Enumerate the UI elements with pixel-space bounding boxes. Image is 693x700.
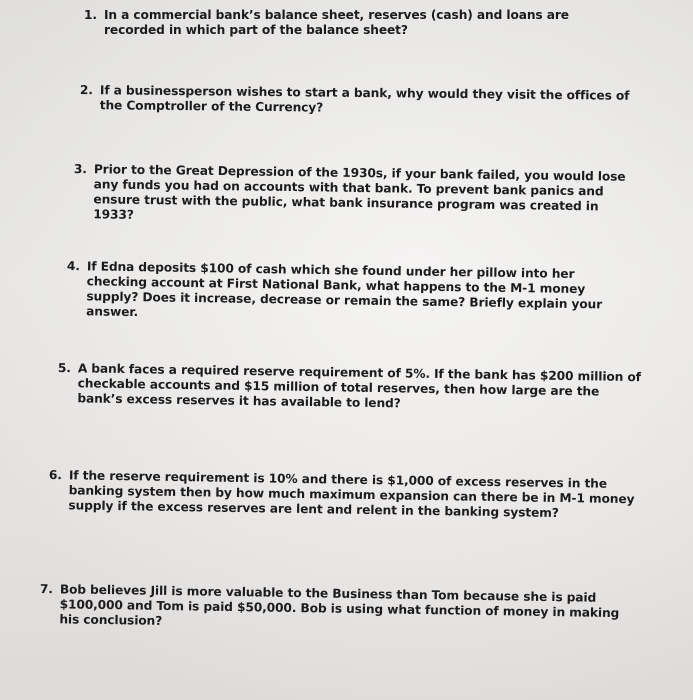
question-number: 2. <box>79 83 93 98</box>
question-4 <box>66 259 632 328</box>
question-number: 6. <box>48 468 62 483</box>
question-number: 5. <box>57 361 71 376</box>
question-2 <box>80 83 642 119</box>
question-text: A bank faces a required reserve requirement of 5%. If the bank has $200 million of checkable accounts and $15 million of total reserves, then how large are the bank’s excess reserves it has available to lend? <box>77 361 642 411</box>
question-6 <box>48 468 657 523</box>
question-text: Bob believes Jill is more valuable to the Business than Tom because she is paid $100,000 and Tom is paid $50,000. Bob is using what function of money in making his conclusion? <box>59 582 620 628</box>
question-number: 4. <box>66 259 80 274</box>
question-text: Prior to the Great Depression of the 1930s, if your bank failed, you would lose any funds you had on accounts with that bank. To prevent bank panics and ensure trust with the public, what bank insurance program was created in 1933? <box>93 162 626 222</box>
question-number: 7. <box>39 582 53 597</box>
question-text: If Edna deposits $100 of cash which she found under her pillow into her checking account at First National Bank, what happens to the M-1 money supply? Does it increase, decrease or remain the same? Briefly explain your answer. <box>86 259 603 320</box>
question-7 <box>39 582 638 636</box>
question-1 <box>84 8 629 38</box>
question-3 <box>73 162 642 230</box>
question-5 <box>57 361 642 415</box>
question-number: 3. <box>73 162 87 177</box>
question-text: If the reserve requirement is 10% and there is $1,000 of excess reserves in the banking system then by how much maximum expansion can there be in M-1 money supply if the excess reserves are lent and relent in the banking system? <box>68 468 635 521</box>
question-text: In a commercial bank’s balance sheet, reserves (cash) and loans are recorded in which part of the balance sheet? <box>104 8 569 37</box>
question-number: 1. <box>84 8 97 22</box>
question-text: If a businessperson wishes to start a bank, why would they visit the offices of the Comptroller of the Currency? <box>99 83 630 115</box>
